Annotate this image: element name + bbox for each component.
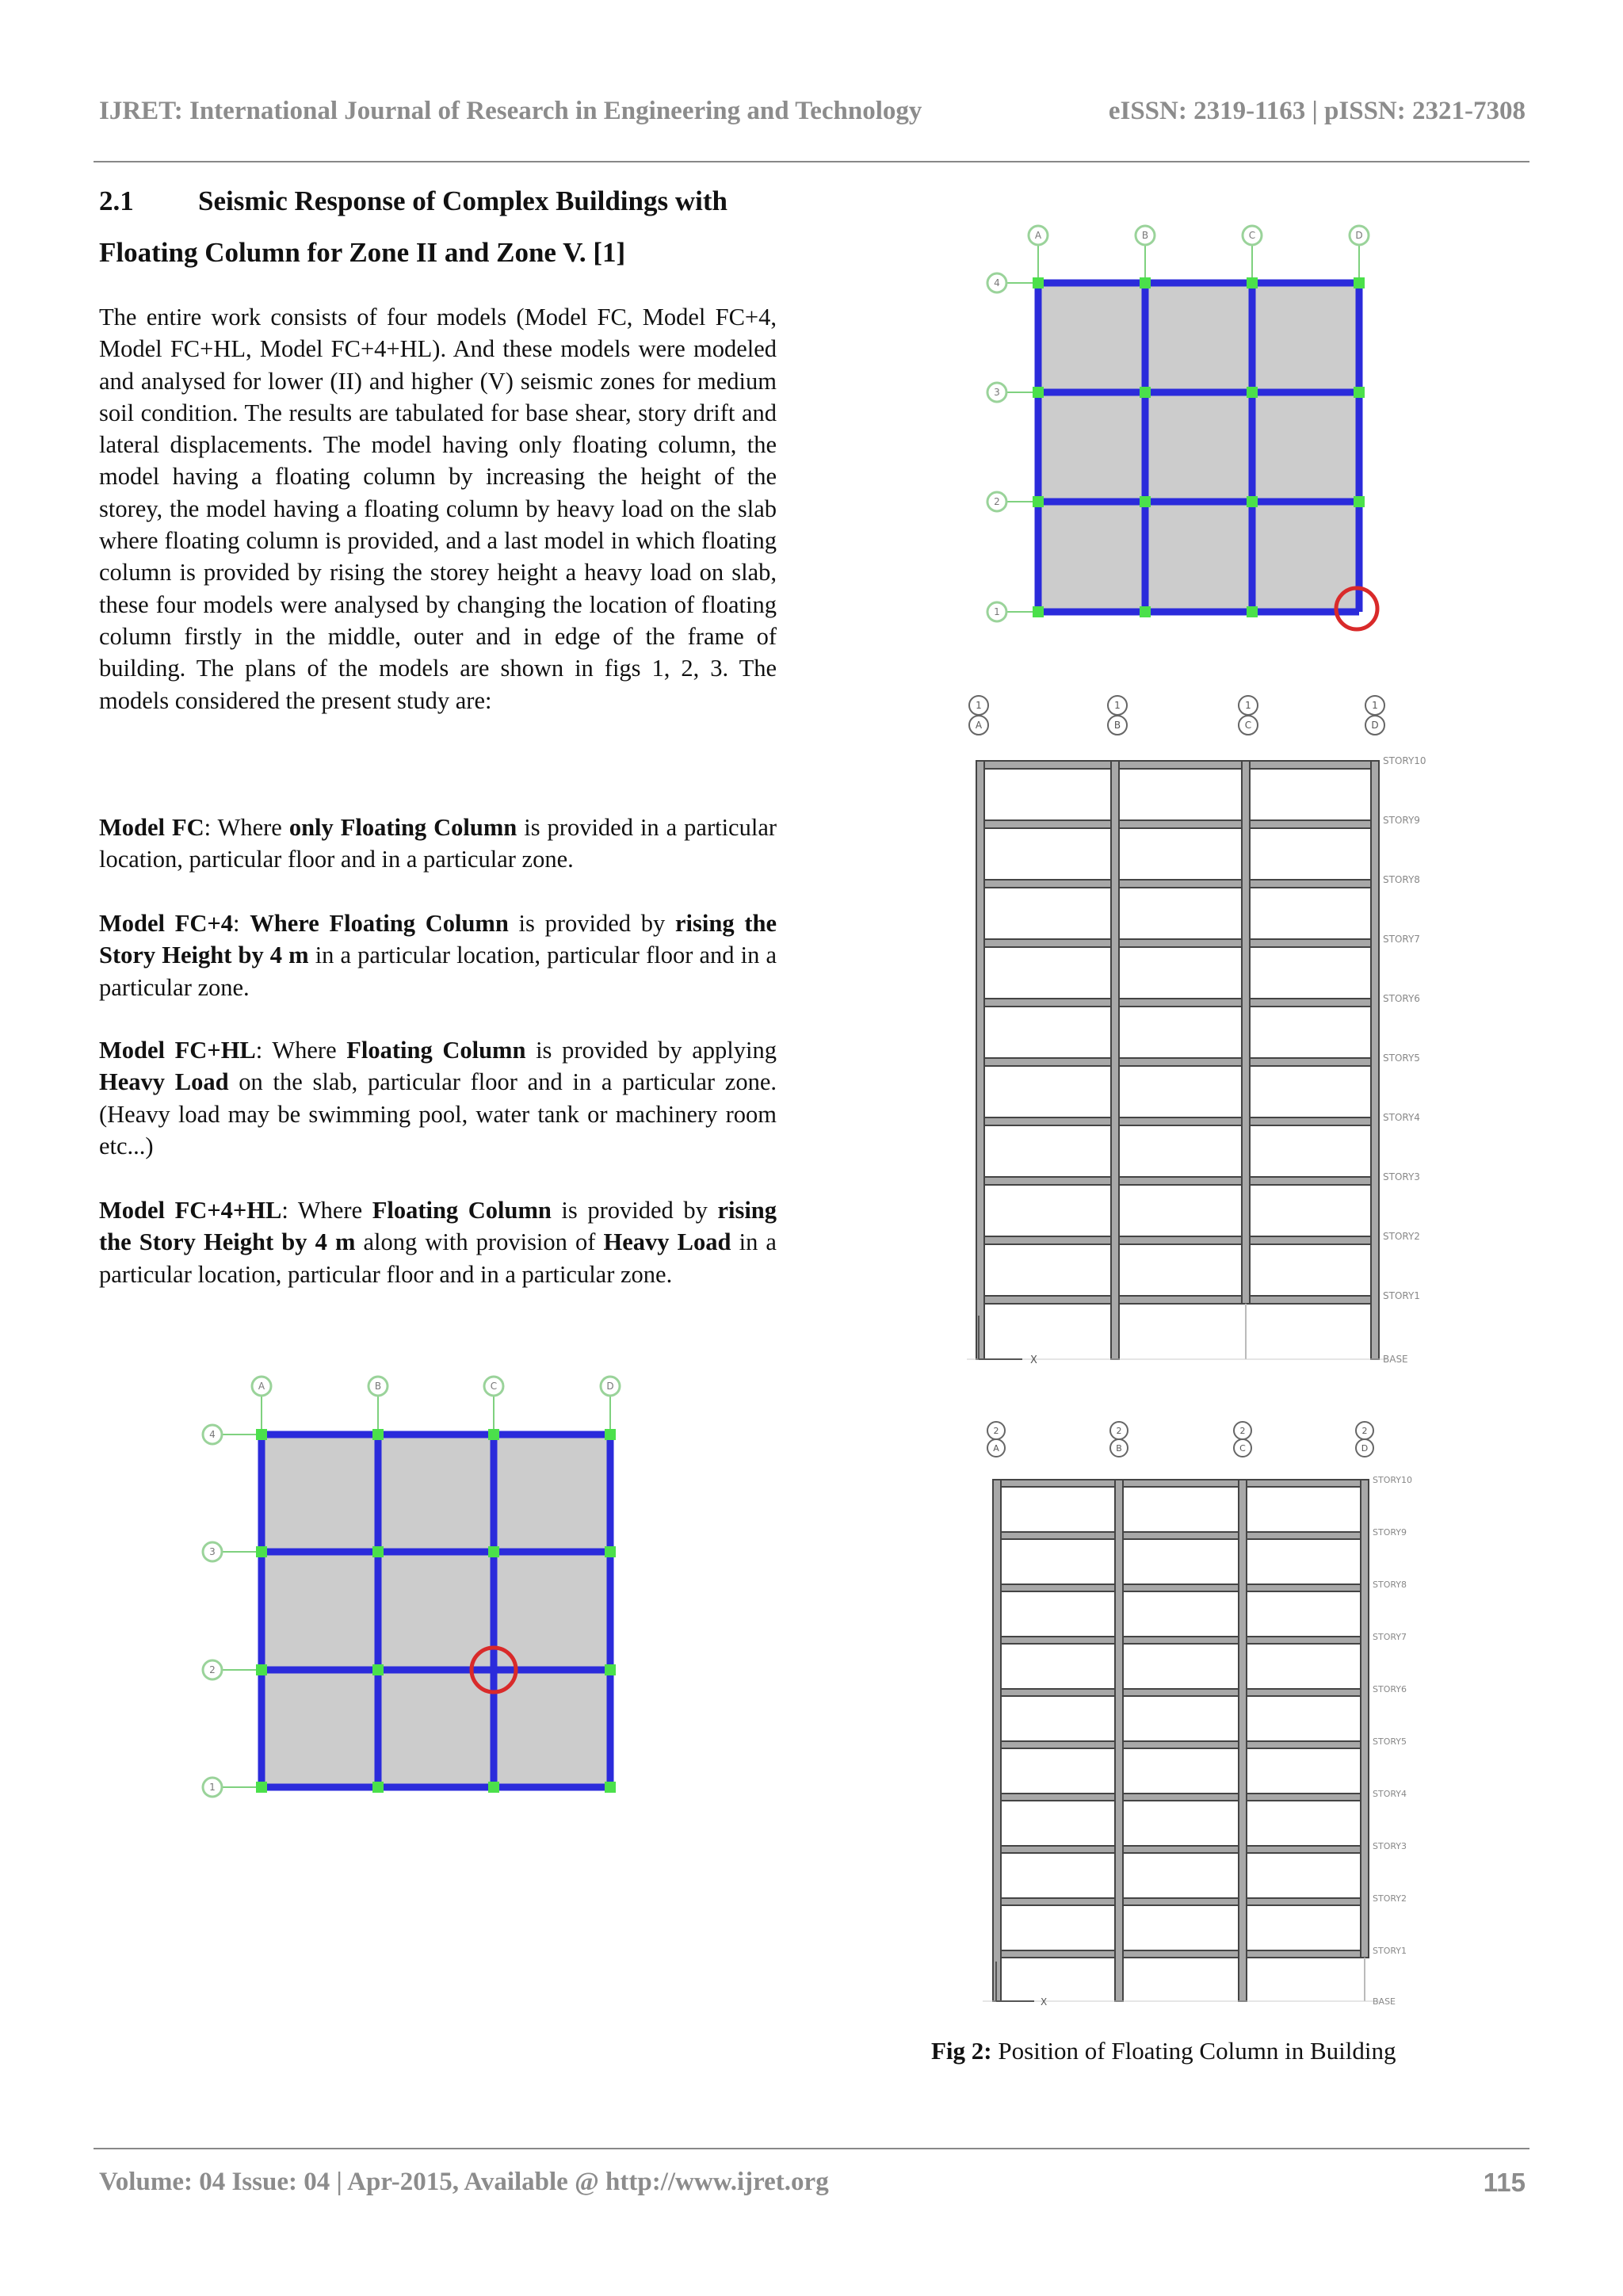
grid-label: D: [1355, 230, 1363, 241]
story-label: STORY8: [1373, 1580, 1407, 1590]
story-label: STORY5: [1383, 1052, 1420, 1064]
story-label: STORY3: [1373, 1841, 1407, 1851]
story-label: STORY5: [1373, 1736, 1407, 1747]
intro-paragraph: The entire work consists of four models (Model FC, Model FC+4, Model FC+HL, Model FC+4+HL). And these models were modeled and analysed for lower (II) and higher (V) seismic zones for medium soil condition. The results are tabulated for base shear, story drift and lateral displacements. The model having only floating column, the model having a floating column by increasing the height of the storey, the model having a floating column by heavy load on the slab where floating column is provided, and a last model in which floating column is provided by rising the storey height a heavy load on slab, these four models were analysed by changing the location of floating column firstly in the middle, outer and in edge of the frame of building. The plans of the models are shown in figs 1, 2, 3. The models considered the present study are:: [99, 304, 777, 714]
grid-label: 4: [994, 277, 1000, 288]
story-label: STORY7: [1373, 1632, 1407, 1642]
plan-figure-corner: [943, 210, 1403, 646]
caption-text: Position of Floating Column in Building: [991, 2037, 1396, 2065]
model-name: Model FC+4+HL: [99, 1197, 282, 1224]
grid-label: C: [490, 1381, 498, 1392]
slab-area: [262, 1435, 610, 1787]
story-label: STORY4: [1383, 1112, 1420, 1123]
plan-figure-interior: [186, 1359, 646, 1811]
axis-indicator: [996, 1962, 1034, 2001]
grid-label: 4: [209, 1429, 216, 1440]
story-labels: [1383, 755, 1426, 1365]
story-label: BASE: [1373, 1996, 1396, 2007]
model-name: Model FC+4: [99, 910, 234, 937]
story-label: STORY6: [1383, 993, 1420, 1004]
grid-label: 2: [993, 1426, 999, 1436]
grid-label: C: [1239, 1443, 1246, 1454]
footer-volume: Volume: 04 Issue: 04 | Apr-2015, Available @ http://www.ijret.org: [99, 2168, 829, 2196]
story-label: STORY2: [1373, 1893, 1407, 1904]
grid-label: 1: [1245, 700, 1251, 711]
story-label: STORY1: [1373, 1946, 1407, 1956]
elevation-figure-1: [903, 682, 1426, 1371]
grid-label: A: [1034, 230, 1042, 241]
beams: [979, 761, 1375, 1304]
grid-label: B: [374, 1381, 382, 1392]
issn: eISSN: 2319-1163 | pISSN: 2321-7308: [1108, 97, 1526, 125]
grid-label: D: [606, 1381, 614, 1392]
page-footer: [99, 2168, 1526, 2197]
grid-label: 3: [209, 1546, 216, 1557]
story-label: STORY10: [1373, 1475, 1413, 1485]
grid-label: A: [975, 720, 983, 731]
grid-label: 2: [209, 1664, 216, 1675]
section-title-line1: Seismic Response of Complex Buildings with: [198, 185, 727, 216]
page-number: 115: [1483, 2168, 1526, 2197]
bubbles: [987, 1422, 1373, 1457]
grid-label: D: [1371, 720, 1379, 731]
grid-label: C: [1248, 230, 1256, 241]
grid-label: 1: [1372, 700, 1378, 711]
grid-label: 1: [1114, 700, 1121, 711]
grid-label: 1: [994, 606, 1000, 617]
axis-label: X: [1041, 1996, 1048, 2008]
grid-label: B: [1113, 720, 1121, 731]
story-label: STORY4: [1373, 1789, 1407, 1799]
figure-caption: [931, 2037, 1396, 2065]
model-name: Model FC: [99, 814, 204, 841]
story-labels: [1373, 1475, 1412, 2007]
bubbles: [969, 696, 1384, 735]
section-heading-line2: Floating Column for Zone II and Zone V. [1]: [99, 237, 626, 268]
grid-label: A: [993, 1443, 999, 1454]
story-label: STORY2: [1383, 1231, 1420, 1242]
grid-label: 2: [1361, 1426, 1368, 1436]
grid-label: B: [1116, 1443, 1122, 1454]
grid-label: 1: [976, 700, 982, 711]
model-name: Model FC+HL: [99, 1037, 256, 1064]
elevation-frame: [967, 696, 1426, 1366]
model-fc4-paragraph: Model FC+4: Where Floating Column is provided by rising the Story Height by 4 m in a particular location, particular floor and in a particular zone.: [99, 910, 777, 1001]
grid-label: 3: [994, 387, 1000, 398]
grid-label: 2: [1239, 1426, 1246, 1436]
slab-area: [1038, 283, 1359, 612]
story-label: STORY10: [1383, 755, 1426, 766]
elevation-figure-2: [927, 1415, 1434, 2017]
grid-label: 1: [209, 1782, 216, 1793]
header-rule: [94, 161, 1529, 162]
grid-label: 2: [994, 496, 1000, 507]
beams: [996, 1480, 1365, 1958]
story-label: STORY1: [1383, 1290, 1420, 1301]
story-label: BASE: [1383, 1354, 1408, 1365]
model-fchl-paragraph: Model FC+HL: Where Floating Column is provided by applying Heavy Load on the slab, particular floor and in a particular zone. (Heavy load may be swimming pool, water tank or machinery room etc...): [99, 1037, 777, 1159]
section-heading: [99, 184, 727, 219]
story-label: STORY9: [1373, 1527, 1407, 1538]
grid-label: 2: [1116, 1426, 1122, 1436]
model-fc4hl-paragraph: Model FC+4+HL: Where Floating Column is provided by rising the Story Height by 4 m along with provision of Heavy Load in a particular location, particular floor and in a particular zone.: [99, 1197, 777, 1288]
story-label: STORY6: [1373, 1684, 1407, 1694]
story-label: STORY9: [1383, 815, 1420, 826]
footer-rule: [94, 2148, 1529, 2149]
section-number: 2.1: [99, 185, 134, 216]
axis-label: X: [1030, 1354, 1037, 1366]
model-fc-paragraph: Model FC: Where only Floating Column is provided in a particular location, particular floor and in a particular zone.: [99, 814, 777, 873]
caption-label: Fig 2:: [931, 2037, 992, 2065]
journal-name: IJRET: International Journal of Research in Engineering and Technology: [99, 97, 922, 125]
grid-label: D: [1361, 1443, 1369, 1454]
grid-label: B: [1141, 230, 1149, 241]
grid-label: C: [1244, 720, 1252, 731]
axis-indicator: [979, 1316, 1022, 1359]
grid-label: A: [258, 1381, 265, 1392]
page-header: [99, 97, 1526, 136]
story-label: STORY7: [1383, 934, 1420, 945]
story-label: STORY3: [1383, 1171, 1420, 1182]
story-label: STORY8: [1383, 874, 1420, 885]
